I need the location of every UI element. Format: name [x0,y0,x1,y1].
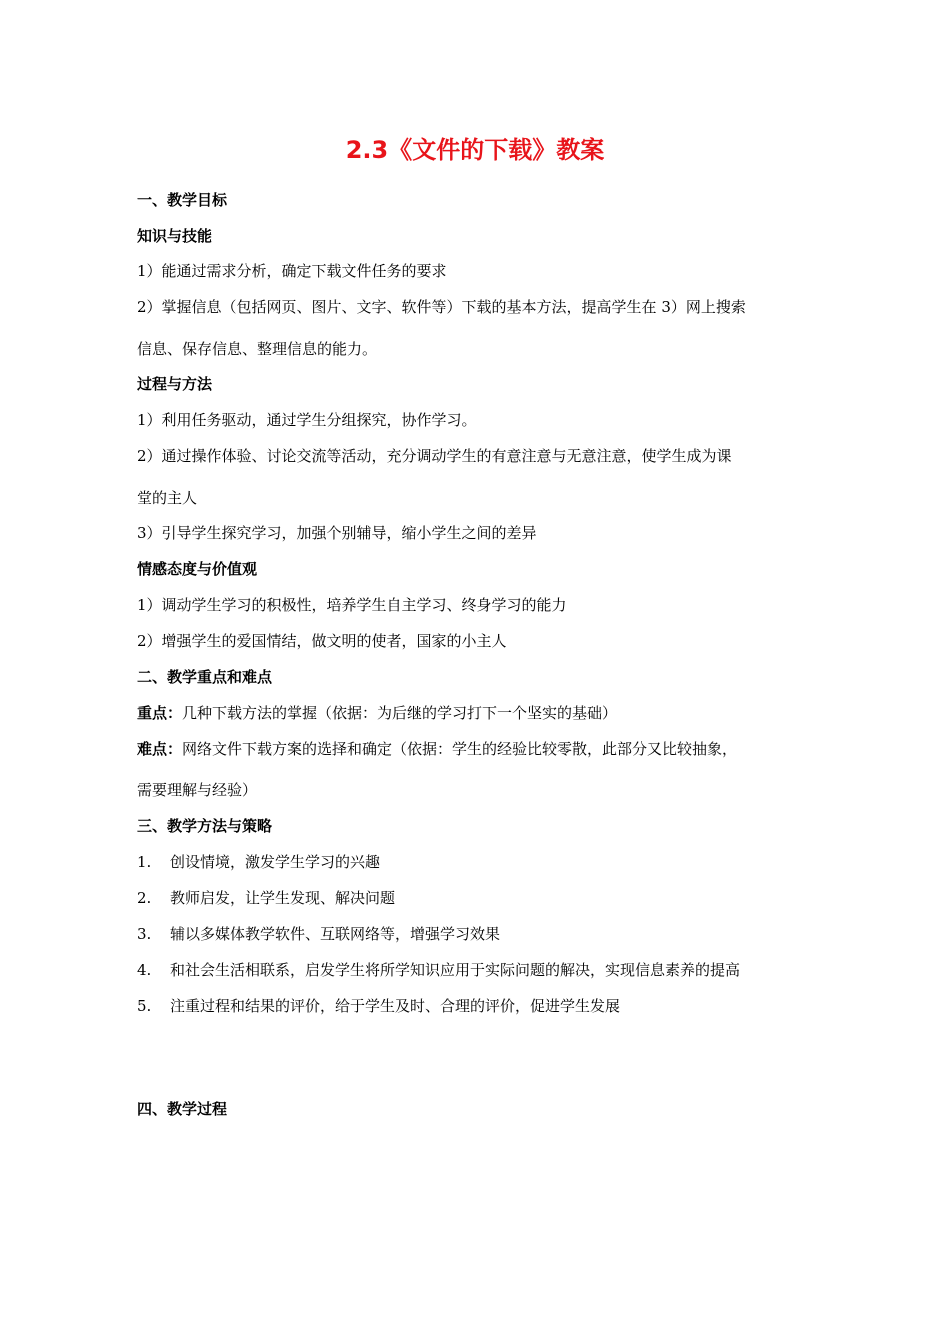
list-item: 2）掌握信息（包括网页、图片、文字、软件等）下载的基本方法，提高学生在 3）网上搜索 [137,298,746,316]
list-number: 3. [137,925,152,943]
list-item-text: 辅以多媒体教学软件、互联网络等，增强学习效果 [170,925,501,943]
numbered-list-item [137,994,817,1018]
key-point-line [137,701,817,725]
difficult-point-text: 网络文件下载方案的选择和确定（依据：学生的经验比较零散，此部分又比较抽象， [182,740,738,758]
list-number: 4. [137,961,152,979]
list-item-text: 和社会生活相联系，启发学生将所学知识应用于实际问题的解决，实现信息素养的提高 [170,961,741,979]
list-item: 1）利用任务驱动，通过学生分组探究，协作学习。 [137,411,477,429]
difficult-point-text-continued: 需要理解与经验） [137,781,258,799]
list-item: 信息、保存信息、整理信息的能力。 [137,340,378,358]
document-title: 2.3《文件的下载》教案 [345,136,605,164]
list-number: 5. [137,997,152,1015]
list-item: 堂的主人 [137,489,198,507]
list-item: 3）引导学生探究学习，加强个别辅导，缩小学生之间的差异 [137,524,537,542]
list-item-text: 创设情境，激发学生学习的兴趣 [170,853,381,871]
list-item: 1）调动学生学习的积极性，培养学生自主学习、终身学习的能力 [137,596,567,614]
difficult-point-label: 难点： [137,740,183,758]
section-heading-objectives: 一、教学目标 [137,191,228,209]
section-heading-process: 四、教学过程 [137,1100,228,1118]
numbered-list-item [137,958,817,982]
key-point-label: 重点： [137,704,183,722]
section-heading-methods: 三、教学方法与策略 [137,817,273,835]
list-item-text: 教师启发，让学生发现、解决问题 [170,889,396,907]
list-item: 2）通过操作体验、讨论交流等活动，充分调动学生的有意注意与无意注意，使学生成为课 [137,447,732,465]
list-item: 1）能通过需求分析，确定下载文件任务的要求 [137,262,447,280]
key-point-text: 几种下载方法的掌握（依据：为后继的学习打下一个坚实的基础） [182,704,618,722]
numbered-list-item [137,922,817,946]
numbered-list-item [137,886,817,910]
subheading-knowledge-skills: 知识与技能 [137,227,213,245]
list-item: 2）增强学生的爱国情结，做文明的使者，国家的小主人 [137,632,507,650]
numbered-list-item [137,850,817,874]
list-item-text: 注重过程和结果的评价，给于学生及时、合理的评价，促进学生发展 [170,997,621,1015]
subheading-process-methods: 过程与方法 [137,375,213,393]
difficult-point-line [137,737,817,761]
list-number: 1. [137,853,152,871]
section-heading-key-points: 二、教学重点和难点 [137,668,273,686]
list-number: 2. [137,889,152,907]
subheading-attitudes-values: 情感态度与价值观 [137,560,258,578]
